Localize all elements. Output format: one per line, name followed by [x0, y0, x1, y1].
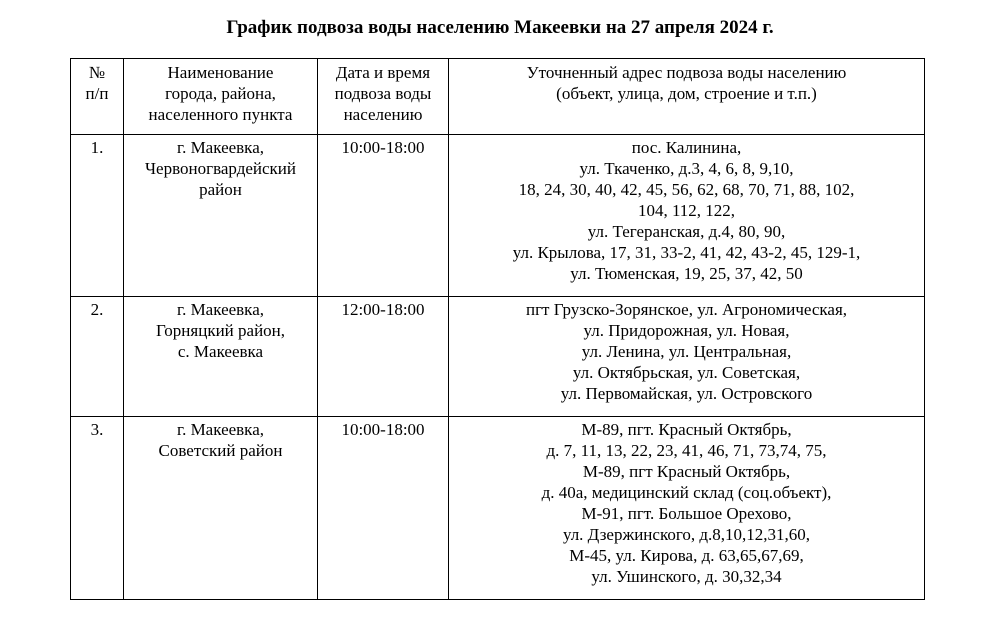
row-address: М-89, пгт. Красный Октябрь, д. 7, 11, 13, 22, 23, 41, 46, 71, 73,74, 75, М-89, пгт Красный Октябрь, д. 40а, медицинский склад (соц.объект), М-91, пгт. Большое Орехово, ул. Дзержинского, д.8,10,12,31,60, М-45, ул. Кирова, д. 63,65,67,69, ул. Ушинского, д. 30,32,34	[449, 417, 925, 600]
row-locality: г. Макеевка, Горняцкий район, с. Макеевка	[124, 297, 318, 417]
row-address: пгт Грузско-Зорянское, ул. Агрономическая, ул. Придорожная, ул. Новая, ул. Ленина, ул. Центральная, ул. Октябрьская, ул. Советская, ул. Первомайская, ул. Островского	[449, 297, 925, 417]
header-date-time: Дата и время подвоза воды населению	[318, 59, 449, 135]
row-locality: г. Макеевка, Червоногвардейский район	[124, 135, 318, 297]
row-time: 10:00-18:00	[318, 417, 449, 600]
row-number: 1.	[71, 135, 124, 297]
row-number: 3.	[71, 417, 124, 600]
row-time: 10:00-18:00	[318, 135, 449, 297]
row-number: 2.	[71, 297, 124, 417]
table-row	[71, 135, 925, 297]
header-address: Уточненный адрес подвоза воды населению (объект, улица, дом, строение и т.п.)	[449, 59, 925, 135]
header-number: № п/п	[71, 59, 124, 135]
row-address: пос. Калинина, ул. Ткаченко, д.3, 4, 6, 8, 9,10, 18, 24, 30, 40, 42, 45, 56, 62, 68, 70, 71, 88, 102, 104, 112, 122, ул. Тегеранская, д.4, 80, 90, ул. Крылова, 17, 31, 33-2, 41, 42, 43-2, 45, 129-1, ул. Тюменская, 19, 25, 37, 42, 50	[449, 135, 925, 297]
header-locality: Наименование города, района, населенного пункта	[124, 59, 318, 135]
table-row	[71, 417, 925, 600]
water-schedule-table	[70, 58, 925, 600]
table-row	[71, 297, 925, 417]
row-locality: г. Макеевка, Советский район	[124, 417, 318, 600]
document-title: График подвоза воды населению Макеевки на 27 апреля 2024 г.	[226, 17, 774, 38]
table-header-row	[71, 59, 925, 135]
row-time: 12:00-18:00	[318, 297, 449, 417]
